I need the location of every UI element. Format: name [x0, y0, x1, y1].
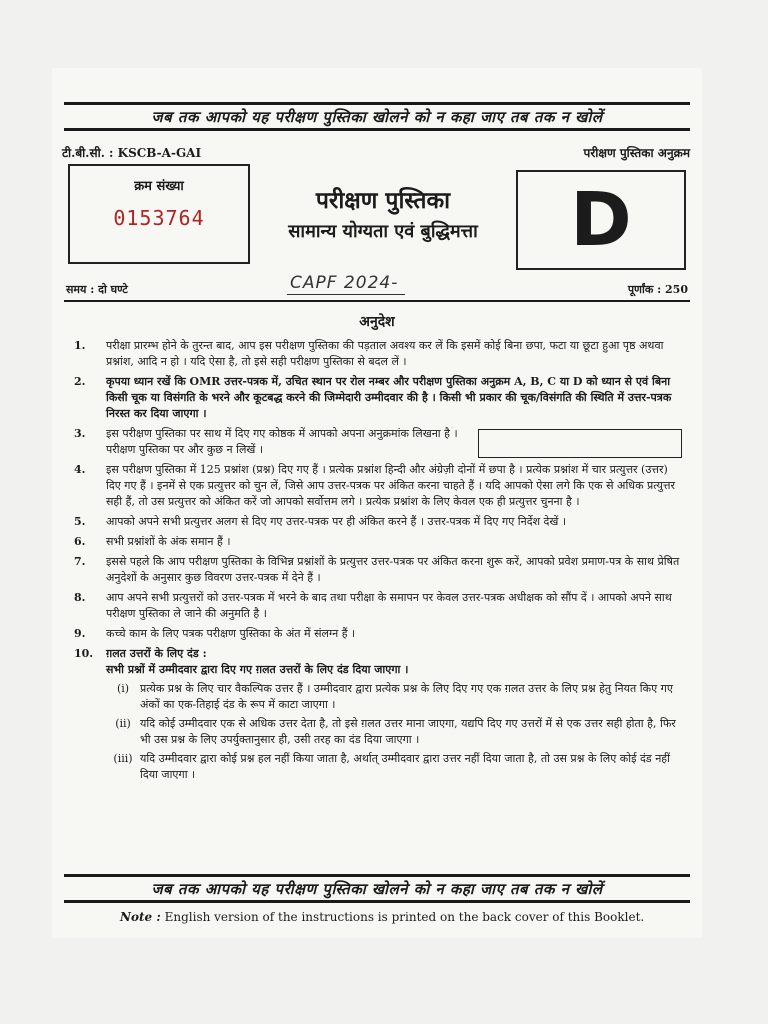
penalty-section — [106, 646, 684, 783]
booklet-series-label: परीक्षण पुस्तिका अनुक्रम — [583, 146, 690, 160]
instruction-item — [74, 426, 684, 458]
roll-number-box[interactable] — [478, 429, 682, 458]
instruction-number: 8. — [74, 591, 86, 604]
instruction-text: आपको अपने सभी प्रत्युत्तर अलग से दिए गए उत्तर-पत्रक पर ही अंकित करने हैं । उत्तर-पत्रक में दिए गए निर्देश देखें । — [106, 515, 567, 528]
series-letter-box — [516, 170, 686, 270]
instruction-text: इस परीक्षण पुस्तिका में 125 प्रश्नांश (प्रश्न) दिए गए हैं । प्रत्येक प्रश्नांश हिन्दी और अंग्रेज़ी दोनों में छपा है । प्रत्येक प्रश्नांश में चार प्रत्युत्तर (उत्तर) दिए गए हैं । इनमें से एक प्रत्युत्तर को चुन लें, जिसे आप उत्तर-पत्रक पर अंकित करना चाहते हैं । यदि आपको ऐसा लगे कि एक से अधिक प्रत्युत्तर सही हैं, तो उस प्रत्युत्तर को अंकित करें जो आपको सर्वोत्तम लगे । प्रत्येक प्रश्नांश के लिए केवल एक ही प्रत्युत्तर चुनना है । — [106, 463, 675, 508]
top-warning-banner: जब तक आपको यह परीक्षण पुस्तिका खोलने को न कहा जाए तब तक न खोलें — [64, 102, 690, 131]
bottom-warning-banner: जब तक आपको यह परीक्षण पुस्तिका खोलने को न कहा जाए तब तक न खोलें — [64, 874, 690, 903]
note-label: Note : — [120, 910, 161, 924]
instruction-number: 1. — [74, 339, 86, 352]
instruction-item — [74, 514, 684, 530]
instruction-number: 7. — [74, 555, 86, 568]
series-letter: D — [570, 177, 632, 263]
total-marks: पूर्णांक : 250 — [627, 283, 688, 296]
penalty-title: ग़लत उत्तरों के लिए दंड : — [106, 647, 207, 660]
instructions-list — [74, 338, 684, 787]
sub-text: प्रत्येक प्रश्न के लिए चार वैकल्पिक उत्तर हैं । उम्मीदवार द्वारा प्रत्येक प्रश्न के लिए दिए गए एक ग़लत उत्तर के लिए प्रश्न हेतु नियत किए गए अंकों का एक-तिहाई दंड के रूप में काटा जाएगा । — [140, 682, 673, 711]
serial-number: 0153764 — [113, 206, 205, 230]
title-block — [252, 183, 514, 243]
instruction-item — [74, 338, 684, 370]
booklet-cover — [52, 68, 702, 938]
booklet-title: परीक्षण पुस्तिका — [315, 187, 451, 214]
instruction-item — [74, 554, 684, 586]
note-text: English version of the instructions is printed on the back cover of this Booklet. — [164, 910, 645, 924]
sub-number: (iii) — [113, 752, 133, 765]
instruction-text: सभी प्रश्नांशों के अंक समान हैं । — [106, 535, 231, 548]
instruction-number: 6. — [74, 535, 86, 548]
serial-label: क्रम संख्या — [134, 179, 184, 194]
instruction-number: 3. — [74, 427, 86, 440]
instruction-text: परीक्षा प्रारम्भ होने के तुरन्त बाद, आप इस परीक्षण पुस्तिका की पड़ताल अवश्य कर लें कि इसमें कोई बिना छपा, फटा या छूटा हुआ पृष्ठ अथवा प्रश्नांश, आदि न हो । यदि ऐसा है, तो इसे सही परीक्षण पुस्तिका से बदल लें । — [106, 339, 664, 368]
instruction-number: 9. — [74, 627, 86, 640]
penalty-sub-item — [106, 751, 684, 783]
english-note — [120, 910, 680, 924]
serial-number-box — [68, 164, 250, 264]
sub-number: (i) — [116, 682, 130, 695]
instruction-number: 2. — [74, 375, 86, 388]
instruction-item-penalty — [74, 646, 684, 783]
instruction-item — [74, 374, 684, 422]
penalty-intro: सभी प्रश्नों में उम्मीदवार द्वारा दिए गए ग़लत उत्तरों के लिए दंड दिया जाएगा । — [106, 663, 409, 676]
instruction-text: कृपया ध्यान रखें कि OMR उत्तर-पत्रक में, उचित स्थान पर रोल नम्बर और परीक्षण पुस्तिका अनुक्रम A, B, C या D को ध्यान से एवं बिना किसी चूक या विसंगति के भरने और कूटबद्ध करने की जिम्मेदारी उम्मीदवार की है । किसी भी प्रकार की चूक/विसंगति की स्थिति में उत्तर-पत्रक निरस्त कर दिया जाएगा । — [106, 375, 672, 420]
instruction-number: 5. — [74, 515, 86, 528]
handwritten-underline — [287, 294, 405, 295]
instruction-number: 4. — [74, 463, 86, 476]
instruction-number: 10. — [74, 647, 94, 660]
instruction-text: इस परीक्षण पुस्तिका पर साथ में दिए गए कोष्ठक में आपको अपना अनुक्रमांक लिखना है । परीक्षण पुस्तिका पर और कुछ न लिखें । — [106, 427, 458, 456]
instruction-item — [74, 626, 684, 642]
instruction-item — [74, 590, 684, 622]
penalty-sub-item — [106, 681, 684, 713]
header-divider — [64, 300, 690, 302]
sub-text: यदि कोई उम्मीदवार एक से अधिक उत्तर देता है, तो इसे ग़लत उत्तर माना जाएगा, यद्यपि दिए गए उत्तरों में से एक उत्तर सही होता है, फिर भी उस प्रश्न के लिए उपर्युक्तानुसार ही, उसी तरह का दंड दिया जाएगा । — [140, 717, 676, 746]
instruction-text: आप अपने सभी प्रत्युत्तरों को उत्तर-पत्रक में भरने के बाद तथा परीक्षा के समापन पर केवल उत्तर-पत्रक अधीक्षक को सौंप दें । आपको अपने साथ परीक्षण पुस्तिका ले जाने की अनुमति है । — [106, 591, 672, 620]
exam-time: समय : दो घण्टे — [66, 283, 128, 296]
instruction-text: कच्चे काम के लिए पत्रक परीक्षण पुस्तिका के अंत में संलग्न हैं । — [106, 627, 356, 640]
booklet-subtitle: सामान्य योग्यता एवं बुद्धिमत्ता — [288, 221, 478, 242]
sub-number: (ii) — [115, 717, 131, 730]
instruction-item — [74, 462, 684, 510]
instructions-heading: अनुदेश — [359, 314, 395, 330]
handwritten-note: CAPF 2024- — [290, 273, 399, 293]
instruction-text: इससे पहले कि आप परीक्षण पुस्तिका के विभिन्न प्रश्नांशों के प्रत्युत्तर उत्तर-पत्रक पर अंकित करना शुरू करें, आपको प्रवेश प्रमाण-पत्र के साथ प्रेषित अनुदेशों के अनुसार कुछ विवरण उत्तर-पत्रक में देने हैं । — [106, 555, 680, 584]
tbc-code: टी.बी.सी. : KSCB-A-GAI — [62, 146, 202, 160]
penalty-sub-item — [106, 716, 684, 748]
sub-text: यदि उम्मीदवार द्वारा कोई प्रश्न हल नहीं किया जाता है, अर्थात् उम्मीदवार द्वारा उत्तर नहीं दिया जाता है, तो उस प्रश्न के लिए कोई दंड नहीं दिया जाएगा । — [140, 752, 670, 781]
instruction-item — [74, 534, 684, 550]
